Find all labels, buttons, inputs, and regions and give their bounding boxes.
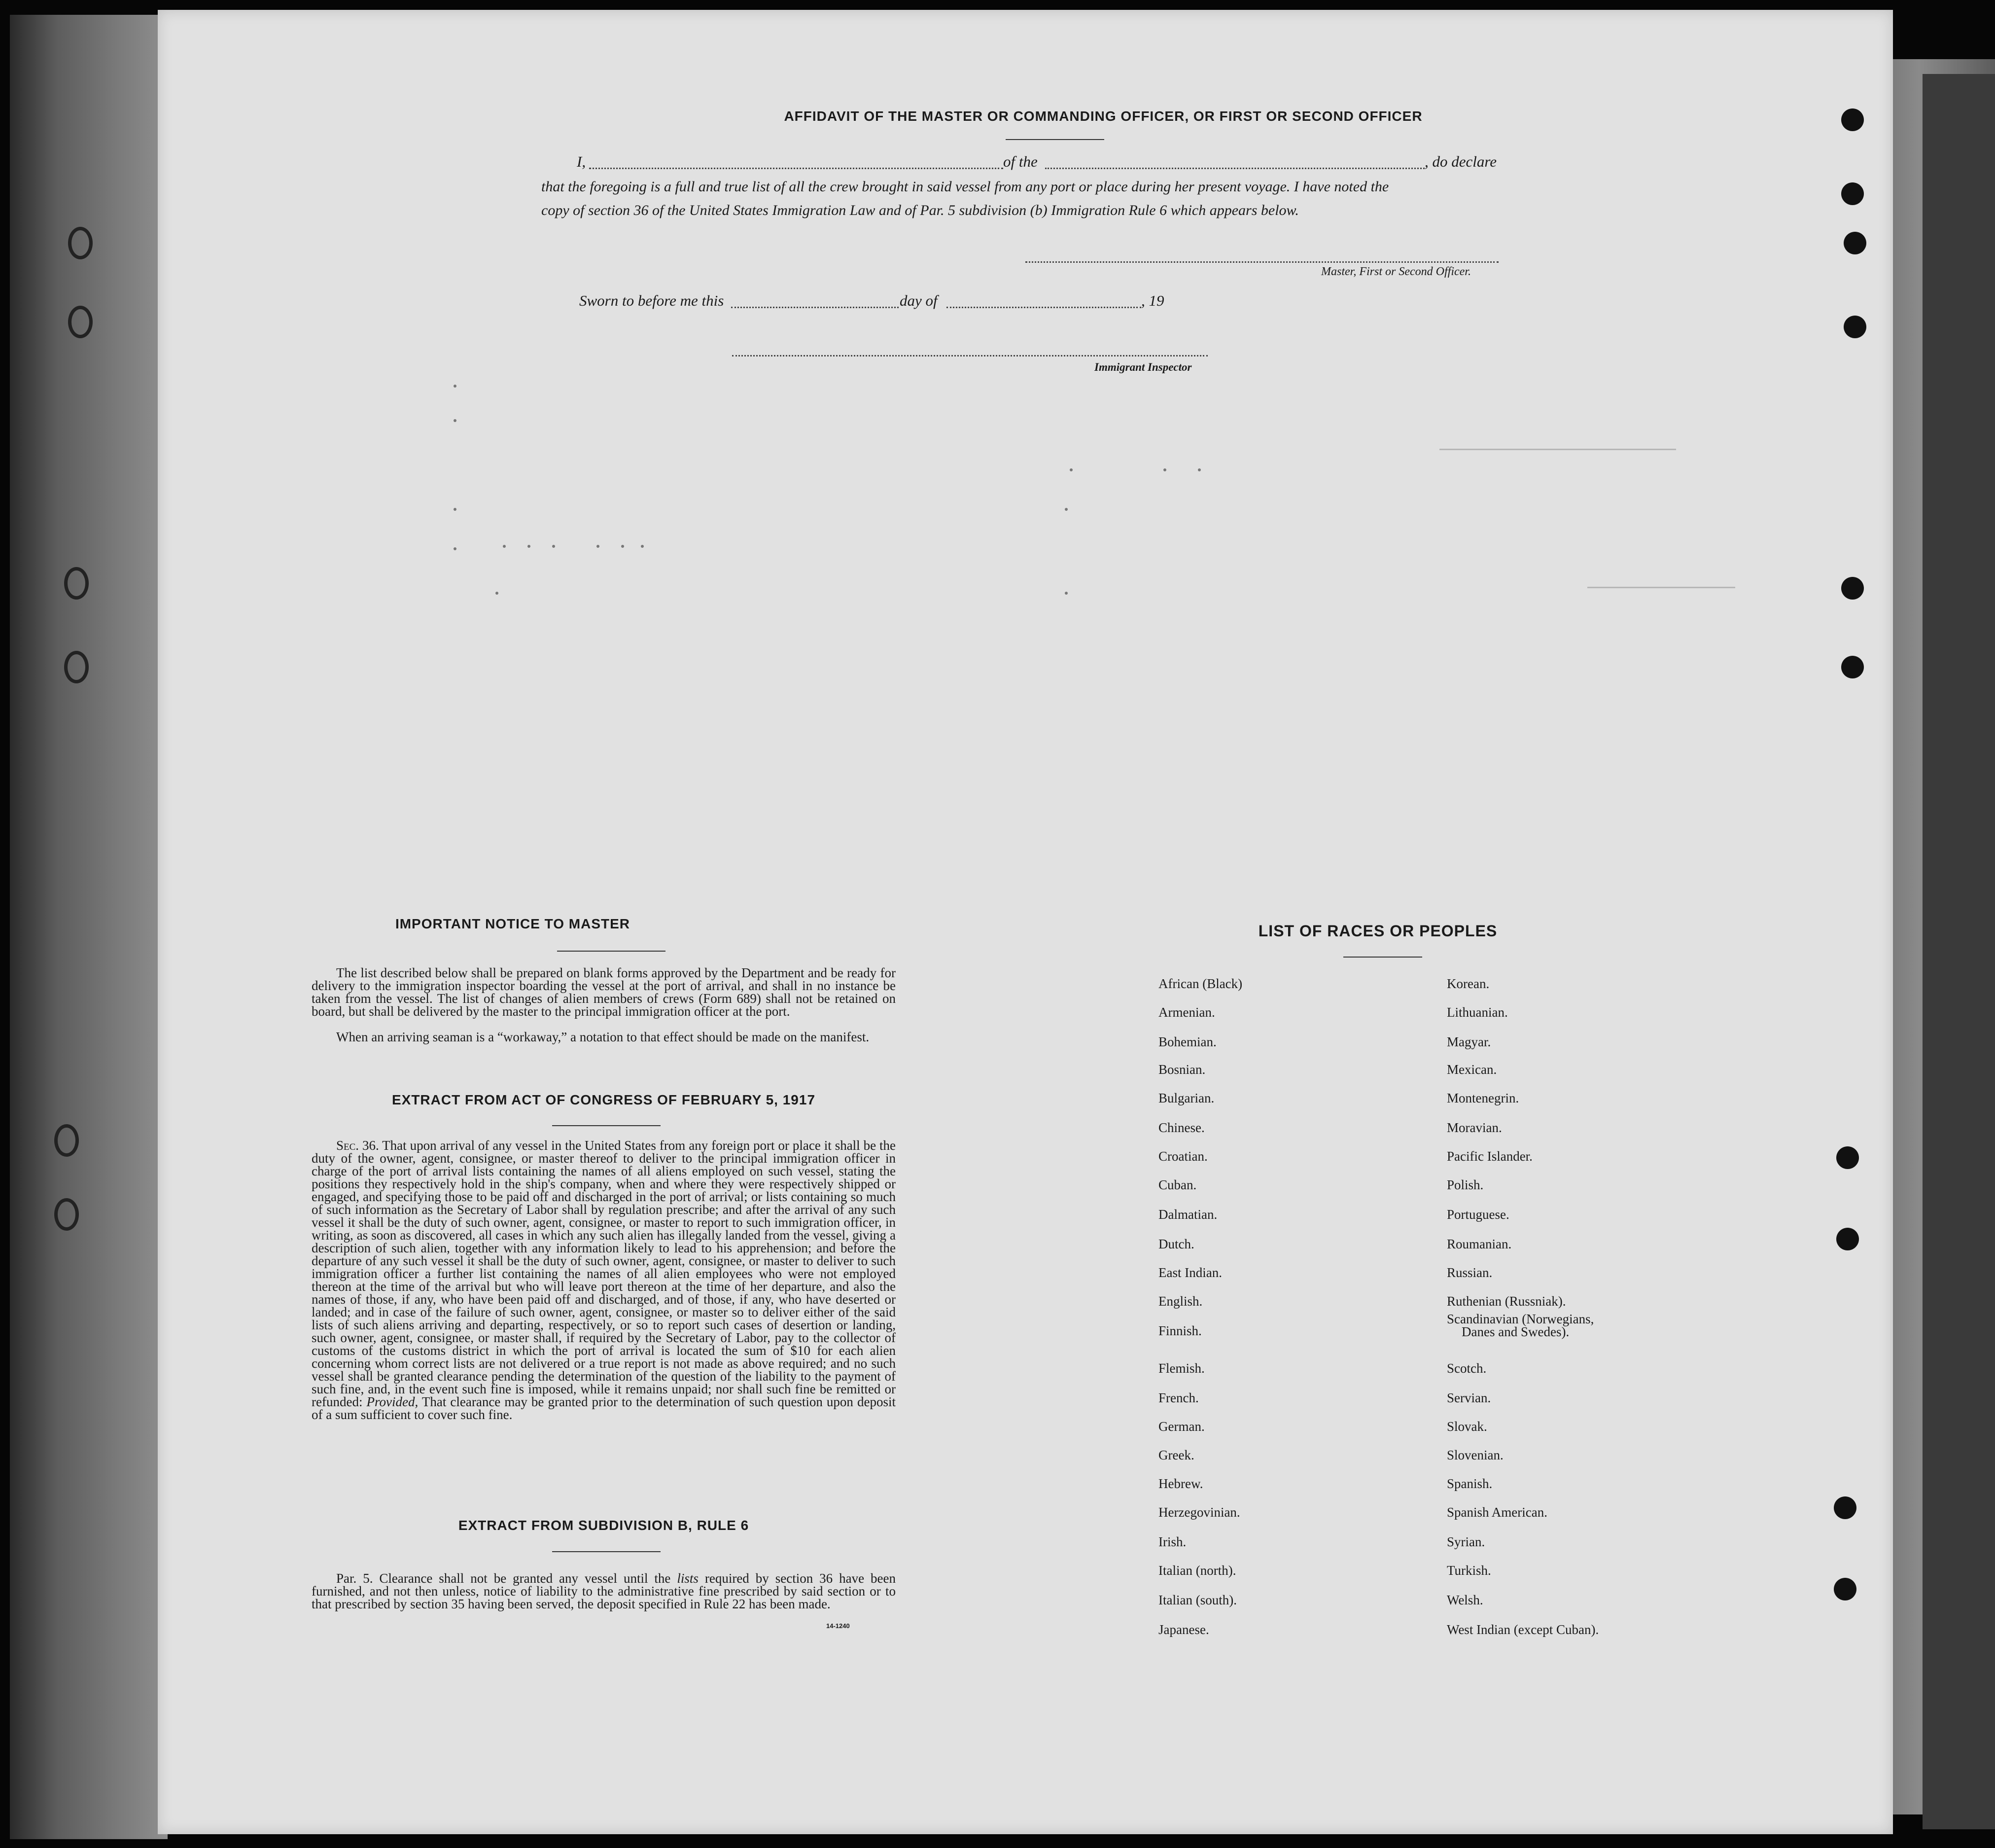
punch-hole	[1841, 577, 1864, 600]
inspector-signature-field[interactable]	[732, 350, 1208, 356]
day-of-label: day of	[900, 292, 938, 309]
race-item: Polish.	[1447, 1177, 1484, 1192]
race-item: German.	[1158, 1419, 1205, 1434]
stray-mark	[454, 385, 456, 388]
stray-mark	[454, 419, 456, 422]
race-item: Portuguese.	[1447, 1207, 1509, 1222]
race-item: Armenian.	[1158, 1005, 1215, 1020]
race-item: French.	[1158, 1390, 1199, 1405]
punch-hole	[64, 567, 89, 600]
race-item: Spanish American.	[1447, 1505, 1547, 1520]
race-item: Bosnian.	[1158, 1062, 1206, 1077]
stray-mark	[503, 545, 506, 548]
race-item: Italian (north).	[1158, 1563, 1236, 1578]
race-item: Roumanian.	[1447, 1237, 1512, 1251]
race-item: Scandinavian (Norwegians,	[1447, 1312, 1594, 1326]
vessel-field[interactable]	[1045, 158, 1425, 169]
sworn-label: Sworn to before me this	[579, 292, 724, 309]
affidavit-line-3: copy of section 36 of the United States Immigration Law and of Par. 5 subdivision (b) Immigration Rule 6 which appears below.	[541, 202, 1299, 218]
race-item: Slovenian.	[1447, 1448, 1504, 1462]
provided-word: Provided,	[366, 1394, 419, 1409]
stray-mark	[641, 545, 644, 548]
race-item: Montenegrin.	[1447, 1091, 1519, 1105]
notice-title: IMPORTANT NOTICE TO MASTER	[395, 916, 630, 931]
race-item: Flemish.	[1158, 1361, 1205, 1376]
punch-hole	[68, 306, 93, 338]
race-item: African (Black)	[1158, 976, 1243, 991]
back-sheet-shadow	[1923, 74, 1995, 1829]
stray-mark	[495, 592, 498, 595]
do-declare-label: , do declare	[1425, 153, 1497, 170]
race-item: Slovak.	[1447, 1419, 1487, 1434]
act-extract-title: EXTRACT FROM ACT OF CONGRESS OF FEBRUARY 5, 1917	[391, 1092, 816, 1107]
punch-hole	[1841, 182, 1864, 205]
form-page	[158, 10, 1893, 1834]
notice-divider	[557, 951, 665, 952]
stray-mark	[1198, 468, 1201, 471]
race-item: Syrian.	[1447, 1534, 1485, 1549]
punch-hole	[1844, 232, 1866, 254]
punch-hole	[68, 227, 93, 259]
race-item: Korean.	[1447, 976, 1490, 991]
punch-hole	[1844, 316, 1866, 338]
race-item: Cuban.	[1158, 1177, 1197, 1192]
race-item: English.	[1158, 1294, 1203, 1309]
race-item: West Indian (except Cuban).	[1447, 1622, 1599, 1637]
stray-mark	[454, 547, 456, 550]
act-text-part-1: That upon arrival of any vessel in the United States from any foreign port or place it shall be the duty of the owner, agent, consignee, or master thereof to deliver to the principal immigration officer in charge of the port of arrival lists containing the names of all aliens employed on such vessel, stating the positions they respectively hold in the ship's company, when and where they were respectively shipped or engaged, and specifying those to be paid off and discharged in the port of arrival; or lists containing so much of such information as the Secretary of Labor shall by regulation prescribe; and after the arrival of any such vessel it shall be the duty of such owner, agent, consignee, or master to report to such immigration officer, in writing, as soon as discovered, all cases in which any such alien has illegally landed from the vessel, giving a description of such alien, together with any information likely to lead to his apprehension; and before the departure of any such vessel it shall be the duty of such owner, agent, consignee, or master to deliver to such immigration officer a further list containing the names of all alien employees who were not employed thereon at the time of the arrival but who will leave port thereon at the time of her departure, and also the names of those, if any, who have been paid off and discharged, and of those, if any, who have deserted or landed; and in case of the failure of such owner, agent, consignee, or master so to deliver either of the said lists of such aliens arriving and departing, respectively, or so to report such cases of desertion or landing, such owner, agent, consignee, or master shall, if required by the Secretary of Labor, pay to the collector of customs of the customs district in which the port of arrival is located the sum of $10 for each alien concerning whom correct lists are not delivered or a true report is not made as above required; and no such vessel shall be granted clearance pending the determination of the question of the liability to the payment of such fine, and, in the event such fine is imposed, while it remains unpaid; nor shall such fine be remitted or refunded:	[312, 1138, 896, 1409]
race-item: Dutch.	[1158, 1237, 1194, 1251]
rule-extract-text	[312, 1572, 896, 1610]
rule-extract-title: EXTRACT FROM SUBDIVISION B, RULE 6	[458, 1518, 749, 1533]
race-item: Welsh.	[1447, 1593, 1483, 1607]
section-label: Sec. 36.	[336, 1138, 379, 1153]
race-item: Italian (south).	[1158, 1593, 1237, 1607]
punch-hole	[54, 1198, 79, 1231]
race-item: Greek.	[1158, 1448, 1194, 1462]
binding-edge	[10, 15, 168, 1839]
rule-divider	[552, 1551, 661, 1552]
sworn-month-field[interactable]	[946, 297, 1141, 308]
title-divider	[1006, 139, 1104, 140]
race-item: Spanish.	[1447, 1476, 1493, 1491]
notice-paragraph-2: When an arriving seaman is a “workaway,” a notation to that effect should be made on the manifest.	[336, 1030, 870, 1044]
stray-mark	[527, 545, 530, 548]
act-divider	[552, 1125, 661, 1126]
race-item: Pacific Islander.	[1447, 1149, 1533, 1164]
stray-mark	[552, 545, 555, 548]
punch-hole	[1834, 1578, 1856, 1600]
stray-mark	[1163, 468, 1166, 471]
race-item: Hebrew.	[1158, 1476, 1203, 1491]
stray-mark	[1070, 468, 1073, 471]
notice-paragraph-1: The list described below shall be prepared on blank forms approved by the Department and be ready for delivery to the immigration inspector boarding the vessel at the port of arrival, and shall in no instance be taken from the vessel. The list of changes of alien members of crews (Form 689) shall not be retained on board, but shall be delivered by the master to the principal immigration officer at the port.	[312, 965, 896, 1019]
bleed-through-mark	[1439, 449, 1676, 450]
officer-signature-field[interactable]	[1025, 256, 1499, 263]
race-item: Bulgarian.	[1158, 1091, 1215, 1105]
affidavit-line-2: that the foregoing is a full and true list of all the crew brought in said vessel from any port or place during her present voyage. I have noted the	[541, 178, 1389, 195]
punch-hole	[1841, 108, 1864, 131]
punch-hole	[1841, 656, 1864, 678]
stray-mark	[1065, 592, 1068, 595]
race-item: Turkish.	[1447, 1563, 1491, 1578]
race-item: Finnish.	[1158, 1323, 1202, 1338]
race-item: Servian.	[1447, 1390, 1491, 1405]
race-item: Moravian.	[1447, 1120, 1502, 1135]
sworn-day-field[interactable]	[731, 297, 899, 308]
race-item: East Indian.	[1158, 1265, 1222, 1280]
punch-hole	[1836, 1146, 1859, 1169]
affidavit-i-label: I,	[577, 153, 586, 170]
race-item: Bohemian.	[1158, 1034, 1217, 1049]
punch-hole	[54, 1124, 79, 1157]
races-title: LIST OF RACES OR PEOPLES	[1258, 922, 1498, 940]
race-item: Herzegovinian.	[1158, 1505, 1240, 1520]
signature-label: Master, First or Second Officer.	[1321, 265, 1471, 278]
form-number: 14-1240	[826, 1622, 850, 1630]
stray-mark	[1065, 508, 1068, 511]
name-field[interactable]	[589, 158, 1003, 169]
race-item: Irish.	[1158, 1534, 1187, 1549]
act-text-part-2: That clearance may be granted prior to the determination of such question upon deposit of a sum sufficient to cover such fine.	[312, 1394, 896, 1422]
year-label: , 19	[1141, 292, 1164, 309]
rule-text-part-1: Par. 5. Clearance shall not be granted any vessel until the	[336, 1571, 671, 1586]
of-the-label: of the	[1003, 153, 1038, 170]
race-item: Lithuanian.	[1447, 1005, 1508, 1020]
race-item: Scotch.	[1447, 1361, 1487, 1376]
race-item: Croatian.	[1158, 1149, 1208, 1164]
punch-hole	[1834, 1496, 1856, 1519]
race-item: Japanese.	[1158, 1622, 1209, 1637]
races-divider	[1343, 957, 1422, 958]
race-item: Mexican.	[1447, 1062, 1497, 1077]
race-item: Danes and Swedes).	[1462, 1324, 1570, 1339]
punch-hole	[64, 651, 89, 683]
punch-hole	[1836, 1228, 1859, 1250]
race-item: Magyar.	[1447, 1034, 1491, 1049]
affidavit-title: AFFIDAVIT OF THE MASTER OR COMMANDING OFFICER, OR FIRST OR SECOND OFFICER	[784, 108, 1423, 124]
race-item: Ruthenian (Russniak).	[1447, 1294, 1566, 1309]
rule-text-part-2: required by section 36 have been furnished, and not then unless, notice of liability to the administrative fine prescribed by said section or to that prescribed by section 35 having been served, the deposit specified in Rule 22 has been made.	[312, 1571, 896, 1611]
lists-word: lists	[677, 1571, 699, 1586]
stray-mark	[596, 545, 599, 548]
inspector-label: Immigrant Inspector	[1094, 361, 1192, 373]
stray-mark	[621, 545, 624, 548]
stray-mark	[454, 508, 456, 511]
race-item: Chinese.	[1158, 1120, 1205, 1135]
race-item: Russian.	[1447, 1265, 1493, 1280]
act-extract-text	[312, 1139, 896, 1421]
race-item: Dalmatian.	[1158, 1207, 1218, 1222]
bleed-through-mark	[1587, 587, 1735, 588]
